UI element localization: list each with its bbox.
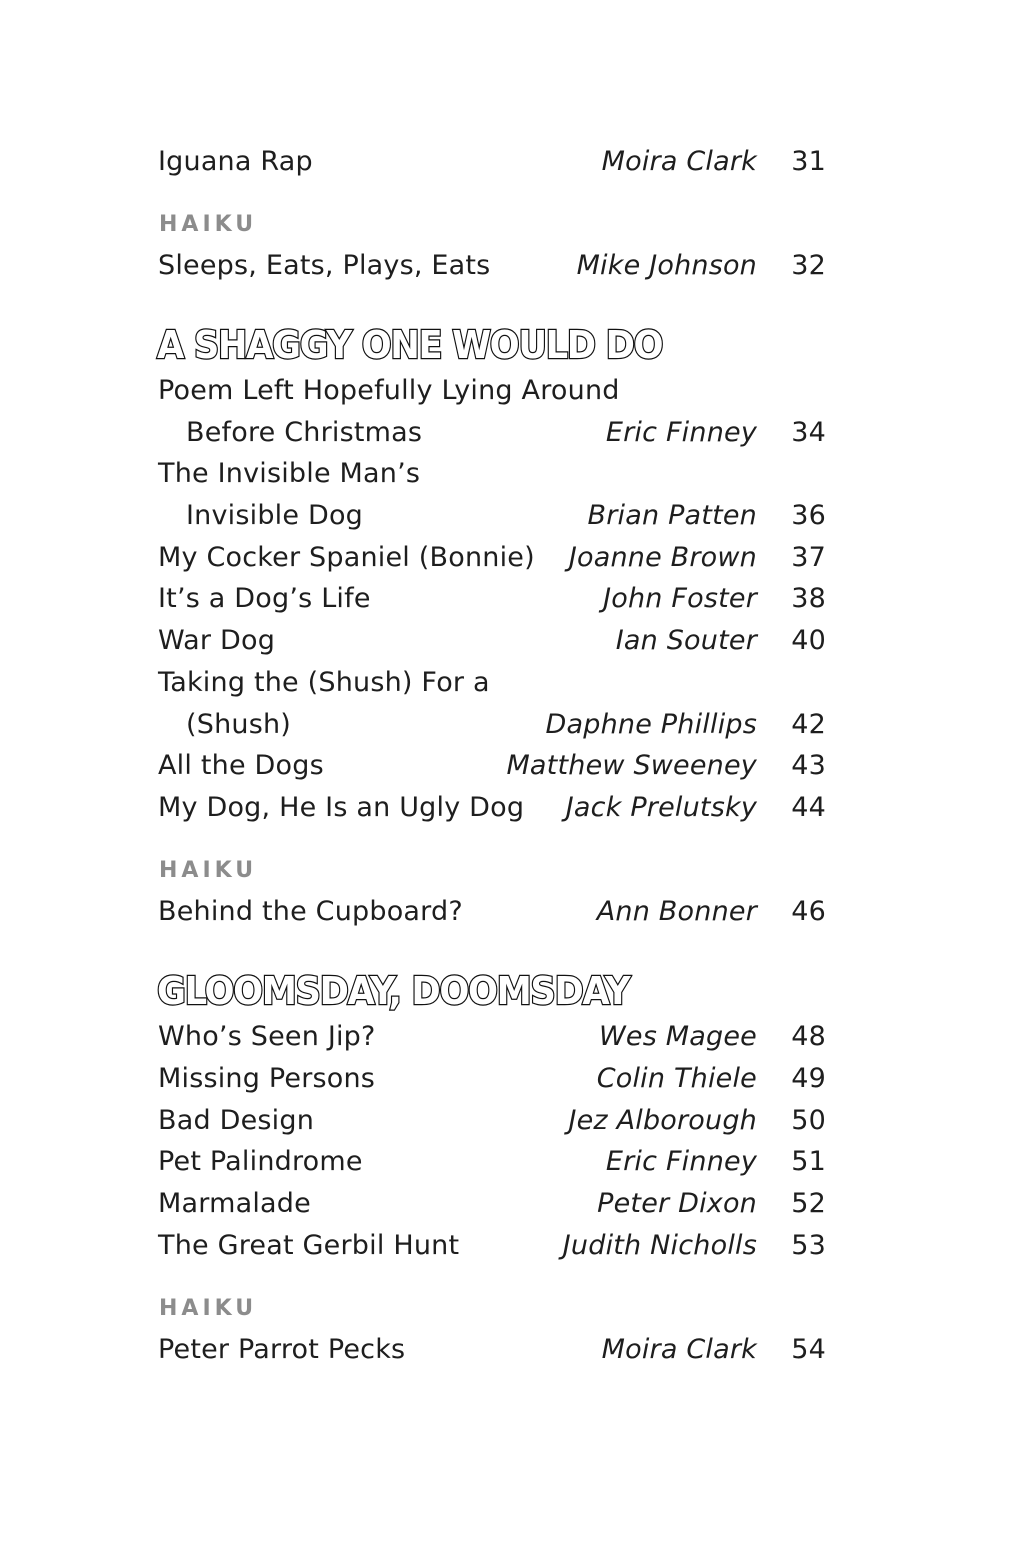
entry-title-continued: Invisible Dog: [186, 500, 364, 531]
toc-entry: [0, 1229, 1016, 1263]
entry-author: John Foster: [603, 583, 757, 614]
entry-title: My Cocker Spaniel (Bonnie): [158, 542, 535, 573]
haiku-label: HAIKU: [159, 212, 258, 237]
toc-entry-line: [0, 666, 1016, 700]
entry-title: Sleeps, Eats, Plays, Eats: [158, 250, 491, 281]
entry-page: 48: [791, 1021, 826, 1052]
entry-page: 32: [791, 250, 826, 281]
entry-title: Taking the (Shush) For a: [158, 667, 490, 698]
entry-title: Bad Design: [158, 1105, 315, 1136]
entry-page: 42: [791, 709, 826, 740]
entry-title: Poem Left Hopefully Lying Around: [158, 375, 620, 406]
entry-title-continued: Before Christmas: [186, 417, 423, 448]
entry-page: 54: [791, 1334, 826, 1365]
entry-author: Jack Prelutsky: [565, 792, 757, 823]
toc-entry: [0, 1062, 1016, 1096]
toc-entry: [0, 791, 1016, 825]
haiku-label: HAIKU: [159, 858, 258, 883]
entry-author: Moira Clark: [601, 1334, 757, 1365]
entry-author: Eric Finney: [605, 417, 757, 448]
entry-title: War Dog: [158, 625, 276, 656]
entry-author: Judith Nicholls: [562, 1230, 757, 1261]
entry-page: 50: [791, 1105, 826, 1136]
entry-page: 46: [791, 896, 826, 927]
entry-page: 51: [791, 1146, 826, 1177]
toc-entry: [0, 249, 1016, 283]
toc-entry: [0, 145, 1016, 179]
entry-author: Moira Clark: [601, 146, 757, 177]
entry-page: 38: [791, 583, 826, 614]
entry-title: Marmalade: [158, 1188, 311, 1219]
entry-page: 36: [791, 500, 826, 531]
entry-title: Peter Parrot Pecks: [158, 1334, 406, 1365]
entry-title: Behind the Cupboard?: [158, 896, 463, 927]
entry-author: Joanne Brown: [568, 542, 757, 573]
entry-title-continued: (Shush): [186, 709, 292, 740]
entry-page: 43: [791, 750, 826, 781]
entry-title: All the Dogs: [158, 750, 324, 781]
entry-page: 44: [791, 792, 826, 823]
entry-author: Ian Souter: [615, 625, 757, 656]
toc-entry: [0, 1187, 1016, 1221]
toc-entry: [0, 1104, 1016, 1138]
haiku-label: HAIKU: [159, 1296, 258, 1321]
entry-page: 40: [791, 625, 826, 656]
toc-entry: [0, 895, 1016, 929]
entry-page: 52: [791, 1188, 826, 1219]
entry-page: 37: [791, 542, 826, 573]
toc-entry: [0, 1145, 1016, 1179]
toc-entry: [0, 541, 1016, 575]
entry-title: Iguana Rap: [158, 146, 313, 177]
entry-title: Missing Persons: [158, 1063, 376, 1094]
toc-entry: [0, 1333, 1016, 1367]
toc-entry: [0, 1020, 1016, 1054]
entry-author: Eric Finney: [605, 1146, 757, 1177]
entry-title: The Invisible Man’s: [158, 458, 421, 489]
entry-author: Brian Patten: [587, 500, 757, 531]
toc-entry-line: [0, 457, 1016, 491]
entry-page: 53: [791, 1230, 826, 1261]
entry-title: Pet Palindrome: [158, 1146, 363, 1177]
toc-entry: [0, 708, 1016, 742]
toc-entry: [0, 499, 1016, 533]
entry-author: Colin Thiele: [596, 1063, 757, 1094]
entry-author: Matthew Sweeney: [506, 750, 757, 781]
section-heading: A SHAGGY ONE WOULD DO: [157, 323, 663, 367]
entry-page: 31: [791, 146, 826, 177]
entry-title: My Dog, He Is an Ugly Dog: [158, 792, 525, 823]
entry-author: Wes Magee: [599, 1021, 757, 1052]
section-heading: GLOOMSDAY, DOOMSDAY: [157, 969, 630, 1013]
entry-author: Jez Alborough: [568, 1105, 757, 1136]
entry-page: 49: [791, 1063, 826, 1094]
toc-entry: [0, 624, 1016, 658]
entry-title: The Great Gerbil Hunt: [158, 1230, 460, 1261]
entry-author: Peter Dixon: [597, 1188, 757, 1219]
entry-title: It’s a Dog’s Life: [158, 583, 371, 614]
toc-entry: [0, 749, 1016, 783]
entry-author: Mike Johnson: [576, 250, 757, 281]
toc-entry: [0, 416, 1016, 450]
entry-page: 34: [791, 417, 826, 448]
entry-title: Who’s Seen Jip?: [158, 1021, 376, 1052]
toc-entry-line: [0, 374, 1016, 408]
entry-author: Ann Bonner: [596, 896, 757, 927]
entry-author: Daphne Phillips: [545, 709, 757, 740]
toc-entry: [0, 582, 1016, 616]
